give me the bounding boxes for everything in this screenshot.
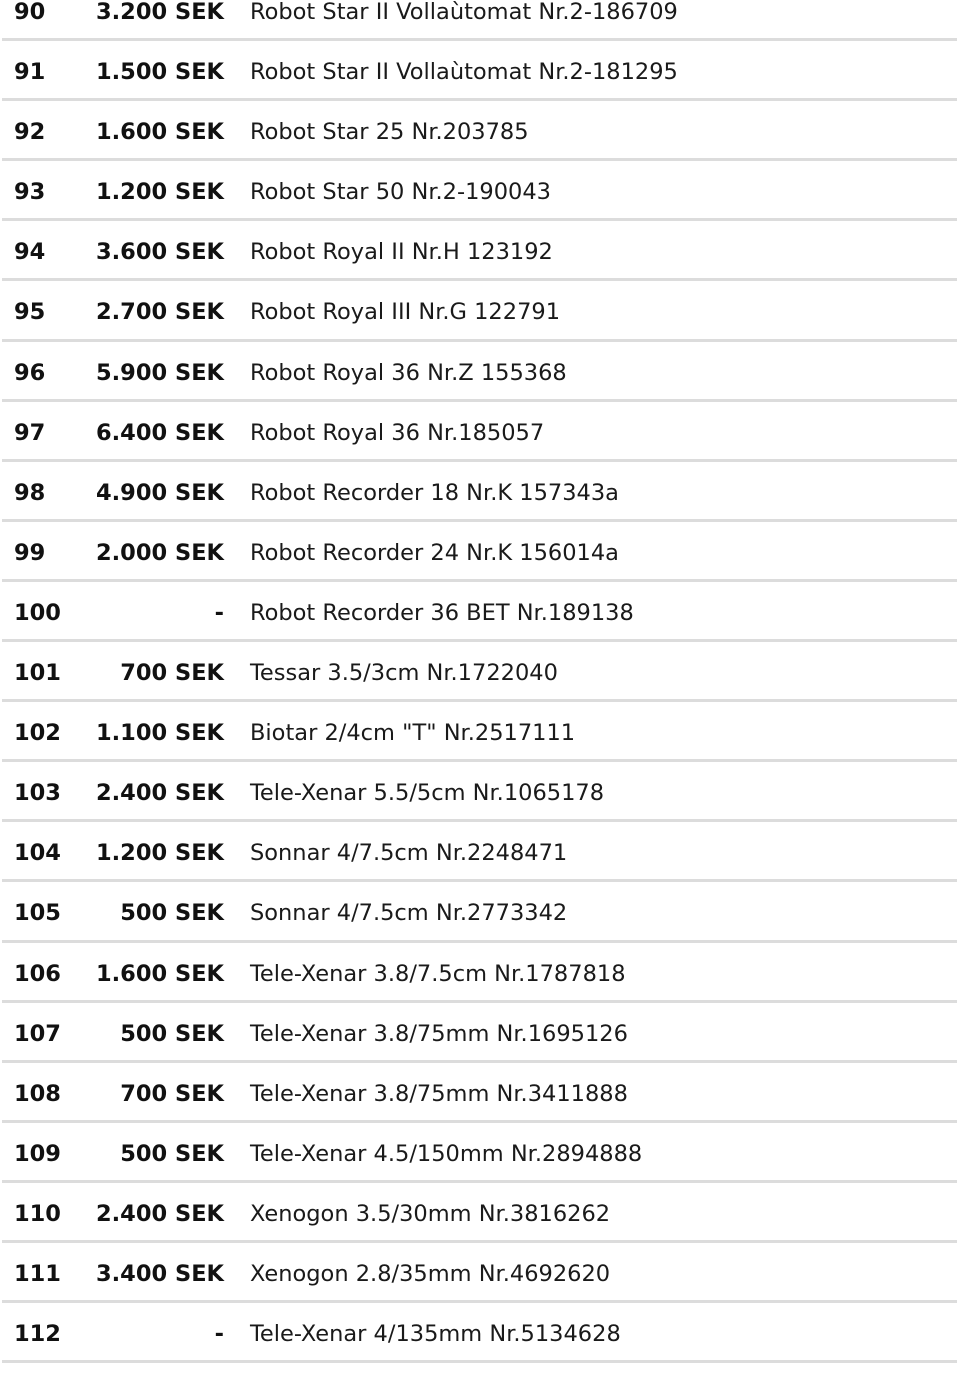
item-description: Sonnar 4/7.5cm Nr.2248471: [250, 840, 568, 867]
price: 6.400 SEK: [95, 419, 224, 446]
price: 4.900 SEK: [95, 479, 224, 506]
lot-number: 110: [14, 1200, 61, 1227]
item-description: Robot Star 25 Nr.203785: [250, 119, 529, 146]
item-description: Robot Recorder 24 Nr.K 156014a: [250, 539, 619, 566]
price: 3.600 SEK: [95, 239, 224, 266]
table-row: [2, 522, 957, 582]
price: 2.700 SEK: [95, 299, 224, 326]
lot-number: 106: [14, 960, 61, 987]
price-list-table: [2, 0, 957, 1363]
table-row: [2, 161, 957, 221]
price: 1.600 SEK: [95, 119, 224, 146]
price: 2.400 SEK: [95, 1200, 224, 1227]
table-row: [2, 1303, 957, 1363]
price: 500 SEK: [120, 1140, 224, 1167]
item-description: Robot Recorder 36 BET Nr.189138: [250, 599, 634, 626]
table-row: [2, 882, 957, 942]
table-row: [2, 1123, 957, 1183]
price: 3.400 SEK: [95, 1260, 224, 1287]
price: 700 SEK: [120, 660, 224, 687]
item-description: Tele-Xenar 4.5/150mm Nr.2894888: [250, 1140, 643, 1167]
item-description: Xenogon 2.8/35mm Nr.4692620: [250, 1260, 611, 1287]
item-description: Robot Recorder 18 Nr.K 157343a: [250, 479, 619, 506]
lot-number: 96: [14, 359, 46, 386]
lot-number: 93: [14, 179, 46, 206]
price: 500 SEK: [120, 900, 224, 927]
table-row: [2, 1183, 957, 1243]
price: 2.000 SEK: [95, 539, 224, 566]
lot-number: 102: [14, 720, 61, 747]
table-row: [2, 281, 957, 341]
table-row: [2, 221, 957, 281]
table-row: [2, 0, 957, 41]
table-row: [2, 582, 957, 642]
table-row: [2, 402, 957, 462]
table-row: [2, 943, 957, 1003]
lot-number: 108: [14, 1080, 61, 1107]
table-row: [2, 101, 957, 161]
item-description: Robot Star 50 Nr.2-190043: [250, 179, 551, 206]
price: -: [214, 1321, 224, 1348]
price: 3.200 SEK: [95, 0, 224, 25]
item-description: Tele-Xenar 4/135mm Nr.5134628: [250, 1321, 621, 1348]
price: 1.600 SEK: [95, 960, 224, 987]
item-description: Robot Star II Vollaùtomat Nr.2-186709: [250, 0, 678, 25]
item-description: Xenogon 3.5/30mm Nr.3816262: [250, 1200, 611, 1227]
item-description: Tessar 3.5/3cm Nr.1722040: [250, 660, 558, 687]
item-description: Robot Royal III Nr.G 122791: [250, 299, 561, 326]
item-description: Tele-Xenar 3.8/75mm Nr.1695126: [250, 1020, 628, 1047]
table-row: [2, 822, 957, 882]
price: 1.200 SEK: [95, 179, 224, 206]
lot-number: 99: [14, 539, 46, 566]
price: 2.400 SEK: [95, 780, 224, 807]
lot-number: 90: [14, 0, 46, 25]
item-description: Tele-Xenar 5.5/5cm Nr.1065178: [250, 780, 605, 807]
lot-number: 105: [14, 900, 61, 927]
price: 1.100 SEK: [95, 720, 224, 747]
price: -: [214, 599, 224, 626]
lot-number: 103: [14, 780, 61, 807]
lot-number: 94: [14, 239, 46, 266]
item-description: Robot Star II Vollaùtomat Nr.2-181295: [250, 59, 678, 86]
table-row: [2, 702, 957, 762]
table-row: [2, 1063, 957, 1123]
price: 1.500 SEK: [95, 59, 224, 86]
lot-number: 112: [14, 1321, 61, 1348]
table-row: [2, 1243, 957, 1303]
lot-number: 107: [14, 1020, 61, 1047]
lot-number: 95: [14, 299, 46, 326]
price: 1.200 SEK: [95, 840, 224, 867]
item-description: Tele-Xenar 3.8/75mm Nr.3411888: [250, 1080, 628, 1107]
lot-number: 104: [14, 840, 61, 867]
price: 700 SEK: [120, 1080, 224, 1107]
item-description: Biotar 2/4cm "T" Nr.2517111: [250, 720, 576, 747]
lot-number: 97: [14, 419, 46, 446]
lot-number: 92: [14, 119, 46, 146]
item-description: Robot Royal 36 Nr.Z 155368: [250, 359, 567, 386]
lot-number: 101: [14, 660, 61, 687]
table-row: [2, 462, 957, 522]
table-row: [2, 1003, 957, 1063]
table-row: [2, 642, 957, 702]
item-description: Robot Royal 36 Nr.185057: [250, 419, 545, 446]
lot-number: 111: [14, 1260, 61, 1287]
item-description: Robot Royal II Nr.H 123192: [250, 239, 553, 266]
table-row: [2, 762, 957, 822]
lot-number: 100: [14, 599, 61, 626]
lot-number: 91: [14, 59, 46, 86]
table-row: [2, 342, 957, 402]
table-row: [2, 41, 957, 101]
price: 500 SEK: [120, 1020, 224, 1047]
lot-number: 98: [14, 479, 46, 506]
price: 5.900 SEK: [95, 359, 224, 386]
item-description: Sonnar 4/7.5cm Nr.2773342: [250, 900, 568, 927]
lot-number: 109: [14, 1140, 61, 1167]
item-description: Tele-Xenar 3.8/7.5cm Nr.1787818: [250, 960, 626, 987]
